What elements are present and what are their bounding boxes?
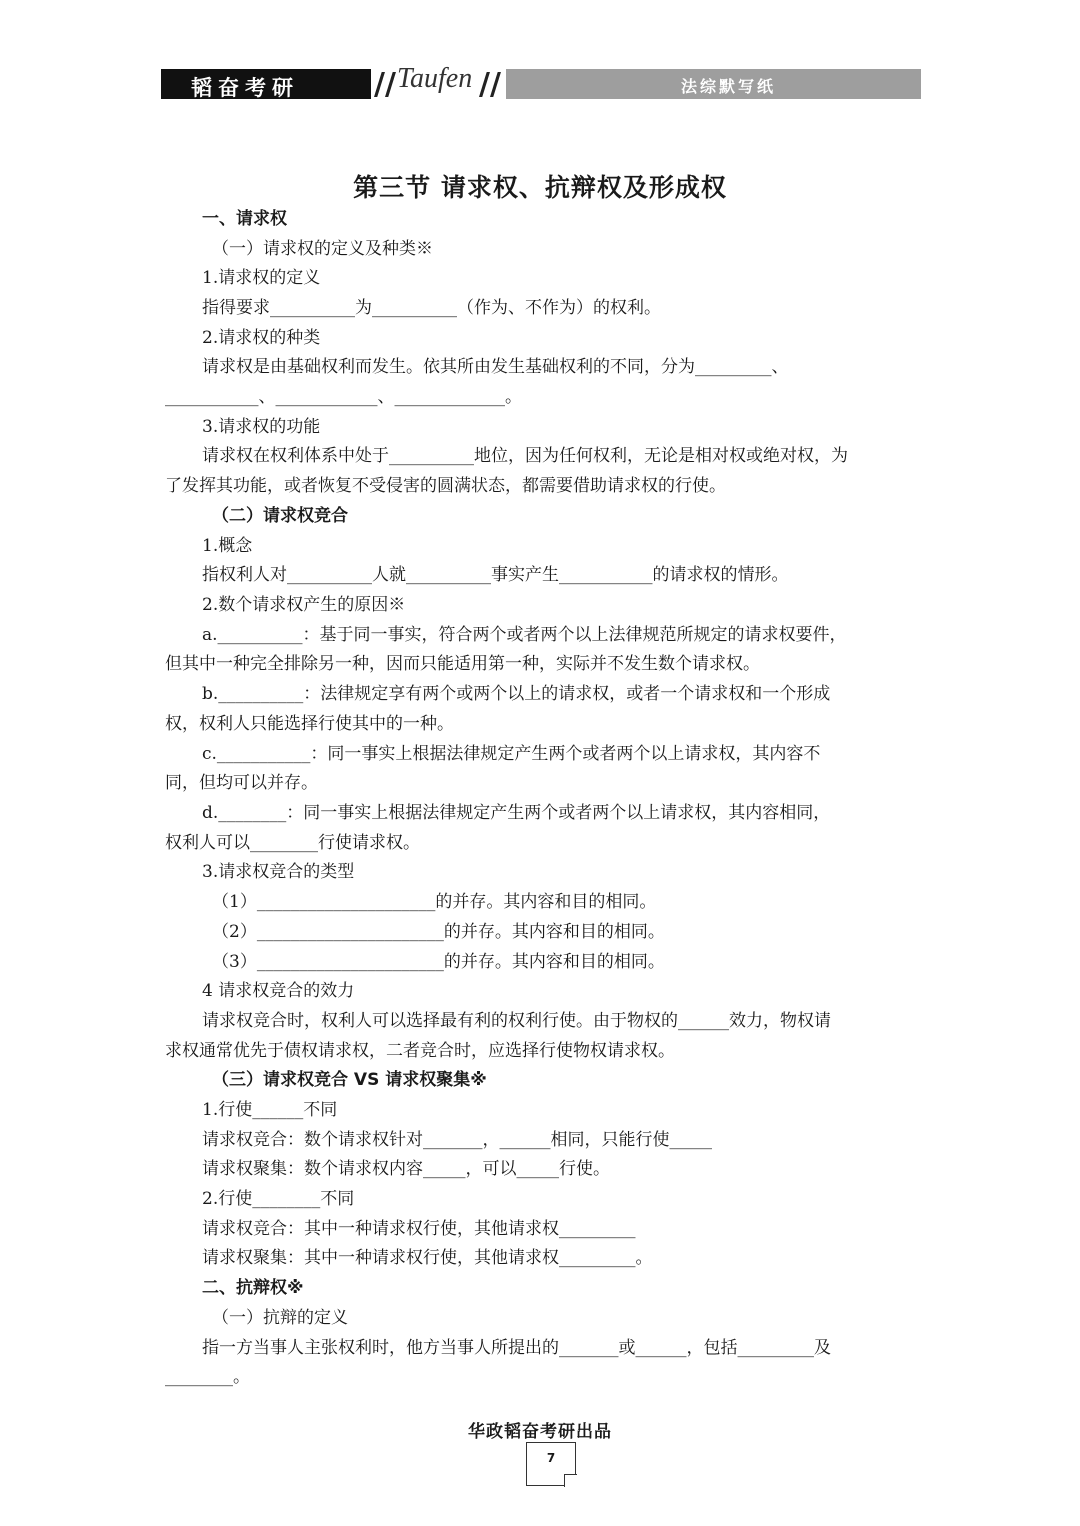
fill-line: 指权利人对__________人就__________事实产生___________的请求权的情形。 (202, 565, 789, 585)
fill-line: （1）_____________________的并存。其内容和目的相同。 (212, 892, 657, 912)
fill-line: ___________、____________、_____________。 (165, 387, 522, 407)
item-heading: 3.请求权的功能 (202, 417, 321, 437)
header-brand-block (161, 69, 371, 99)
fill-line: （2）______________________的并存。其内容和目的相同。 (212, 922, 665, 942)
fill-line: 1.行使______不同 (202, 1100, 338, 1120)
subheading: （二）请求权竞合 (212, 506, 348, 526)
subheading: （一）请求权的定义及种类※ (212, 239, 433, 259)
header-brand-en: Taufen (397, 63, 473, 94)
item-heading: 3.请求权竞合的类型 (202, 862, 355, 882)
fill-line: c.___________：同一事实上根据法律规定产生两个或者两个以上请求权，其内容不 (202, 744, 821, 764)
fill-line: 指得要求__________为__________（作为、不作为）的权利。 (202, 298, 661, 318)
heading-2: 二、抗辩权※ (202, 1278, 304, 1298)
page-curl-icon (564, 1474, 577, 1487)
fill-line: 请求权在权利体系中处于__________地位，因为任何权利，无论是相对权或绝对权，为 (202, 446, 848, 466)
section-title: 第三节 请求权、抗辩权及形成权 (353, 173, 727, 202)
subheading: （一）抗辩的定义 (212, 1308, 348, 1328)
page-header (161, 63, 921, 102)
text-line: 同，但均可以并存。 (165, 773, 318, 793)
item-heading: 4 请求权竞合的效力 (202, 981, 355, 1001)
text-line: 了发挥其功能，或者恢复不受侵害的圆满状态，都需要借助请求权的行使。 (165, 476, 726, 496)
fill-line: （3）______________________的并存。其内容和目的相同。 (212, 952, 665, 972)
header-subtitle-block (506, 69, 921, 99)
page-number: 7 (546, 1451, 556, 1465)
fill-line: d.________：同一事实上根据法律规定产生两个或者两个以上请求权，其内容相同， (202, 803, 831, 823)
fill-line: 请求权聚集：其中一种请求权行使，其他请求权_________。 (202, 1248, 653, 1268)
fill-line: 请求权竞合时，权利人可以选择最有利的权利行使。由于物权的______效力，物权请 (202, 1011, 831, 1031)
fill-line: 指一方当事人主张权利时，他方当事人所提出的_______或______，包括_________及 (202, 1338, 831, 1358)
text-line: 但其中一种完全排除另一种，因而只能适用第一种，实际并不发生数个请求权。 (165, 654, 760, 674)
fill-line: 权利人可以________行使请求权。 (165, 833, 420, 853)
header-slash-2: // (479, 67, 501, 102)
header-subtitle: 法综默写纸 (681, 77, 777, 96)
page-number-box (526, 1442, 576, 1486)
fill-line: 请求权竞合：数个请求权针对_______，______相同，只能行使_____ (202, 1130, 712, 1150)
fill-line: ________。 (165, 1367, 250, 1387)
fill-line: 请求权竞合：其中一种请求权行使，其他请求权_________ (202, 1219, 636, 1239)
item-heading: 2.请求权的种类 (202, 328, 321, 348)
header-brand-cn: 韬奋考研 (191, 76, 299, 100)
fill-line: 请求权聚集：数个请求权内容_____，可以_____行使。 (202, 1159, 610, 1179)
text-line: 权，权利人只能选择行使其中的一种。 (165, 714, 454, 734)
item-heading: 1.概念 (202, 536, 253, 556)
fill-line: 请求权是由基础权利而发生。依其所由发生基础权利的不同，分为_________、 (202, 357, 789, 377)
header-slash-1: // (374, 67, 396, 102)
heading-1: 一、请求权 (202, 209, 287, 229)
text-line: 求权通常优先于债权请求权，二者竞合时，应选择行使物权请求权。 (165, 1041, 675, 1061)
fill-line: a.__________：基于同一事实，符合两个或者两个以上法律规范所规定的请求权要件， (202, 625, 847, 645)
fill-line: 2.行使________不同 (202, 1189, 355, 1209)
footer-publisher: 华政韬奋考研出品 (468, 1422, 612, 1442)
item-heading: 1.请求权的定义 (202, 268, 321, 288)
fill-line: b.__________：法律规定享有两个或两个以上的请求权，或者一个请求权和一个形成 (202, 684, 831, 704)
item-heading: 2.数个请求权产生的原因※ (202, 595, 406, 615)
subheading: （三）请求权竞合 VS 请求权聚集※ (212, 1070, 487, 1090)
